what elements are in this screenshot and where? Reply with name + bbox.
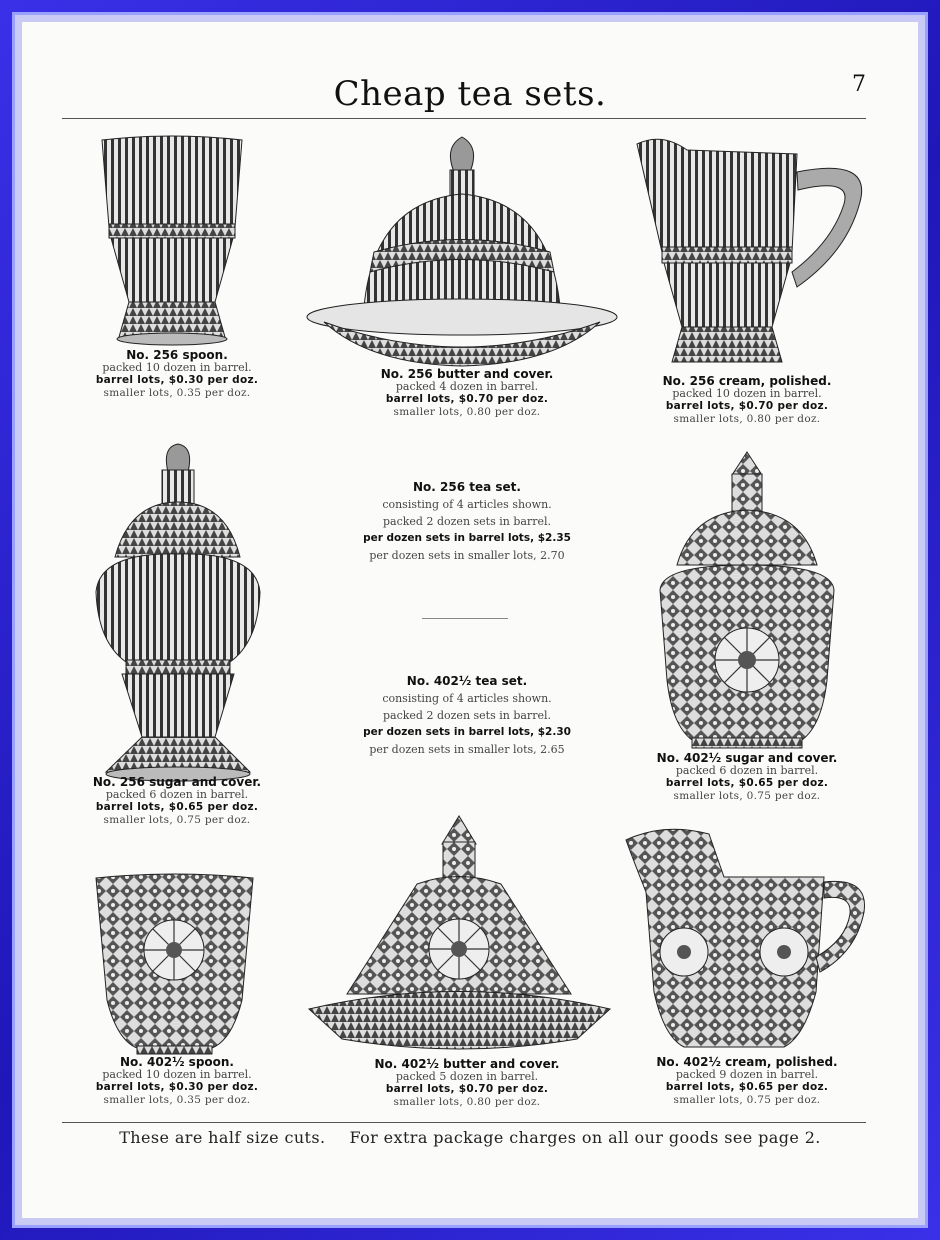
- header-rule: [62, 118, 866, 119]
- item-barrel-price: barrel lots, $0.30 per doz.: [95, 374, 259, 386]
- item-caption-256-spoon: [72, 349, 282, 399]
- page-footer: [22, 1128, 918, 1147]
- set-barrel-price: per dozen sets in barrel lots, $2.30: [363, 726, 571, 738]
- item-smaller-price: smaller lots, 0.75 per doz.: [103, 813, 251, 826]
- item-name: No. 256 spoon.: [126, 348, 228, 362]
- creamer-402-illustration: [624, 822, 869, 1052]
- spoon-holder-256-illustration: [97, 132, 247, 347]
- item-smaller-price: smaller lots, 0.75 per doz.: [673, 1093, 821, 1106]
- sugar-bowl-402-illustration: [652, 450, 842, 750]
- item-barrel-price: barrel lots, $0.65 per doz.: [95, 801, 259, 813]
- item-caption-256-cream: [642, 375, 852, 425]
- set-smaller-price: per dozen sets in smaller lots, 2.70: [369, 549, 565, 562]
- item-packing: packed 5 dozen in barrel.: [395, 1069, 539, 1083]
- item-name: No. 402½ sugar and cover.: [656, 751, 838, 765]
- item-name: No. 402½ spoon.: [120, 1055, 234, 1069]
- item-caption-402-butter: [362, 1058, 572, 1108]
- item-caption-402-spoon: [72, 1056, 282, 1106]
- catalog-page: [22, 22, 918, 1218]
- page-title: Cheap tea sets.: [333, 74, 607, 114]
- item-barrel-price: barrel lots, $0.70 per doz.: [385, 393, 549, 405]
- footer-rule: [62, 1122, 866, 1123]
- item-packing: packed 10 dozen in barrel.: [672, 386, 822, 400]
- butter-dish-402-illustration: [307, 814, 612, 1054]
- page-number: 7: [852, 72, 866, 97]
- set-contents: consisting of 4 articles shown.: [382, 692, 552, 705]
- item-packing: packed 4 dozen in barrel.: [395, 379, 539, 393]
- item-barrel-price: barrel lots, $0.65 per doz.: [665, 1081, 829, 1093]
- set-contents: consisting of 4 articles shown.: [382, 498, 552, 511]
- item-packing: packed 9 dozen in barrel.: [675, 1067, 819, 1081]
- item-name: No. 402½ butter and cover.: [374, 1057, 560, 1071]
- item-caption-256-sugar: [72, 776, 282, 826]
- item-name: No. 256 cream, polished.: [662, 374, 832, 388]
- item-barrel-price: barrel lots, $0.30 per doz.: [95, 1081, 259, 1093]
- set-packing: packed 2 dozen sets in barrel.: [383, 709, 551, 722]
- item-smaller-price: smaller lots, 0.80 per doz.: [393, 1095, 541, 1108]
- set-barrel-price: per dozen sets in barrel lots, $2.35: [363, 532, 571, 544]
- creamer-256-illustration: [632, 132, 872, 372]
- set-packing: packed 2 dozen sets in barrel.: [383, 515, 551, 528]
- sugar-bowl-256-illustration: [90, 442, 265, 792]
- item-name: No. 256 sugar and cover.: [92, 775, 262, 789]
- tea-set-256-description: [352, 479, 582, 564]
- butter-dish-256-illustration: [304, 132, 622, 370]
- tea-set-402-description: [352, 673, 582, 758]
- item-caption-402-sugar: [642, 752, 852, 802]
- item-barrel-price: barrel lots, $0.70 per doz.: [385, 1083, 549, 1095]
- item-smaller-price: smaller lots, 0.80 per doz.: [673, 412, 821, 425]
- item-smaller-price: smaller lots, 0.35 per doz.: [103, 1093, 251, 1106]
- item-packing: packed 6 dozen in barrel.: [105, 787, 249, 801]
- set-name: No. 402½ tea set.: [406, 674, 528, 688]
- item-packing: packed 6 dozen in barrel.: [675, 763, 819, 777]
- item-smaller-price: smaller lots, 0.75 per doz.: [673, 789, 821, 802]
- item-packing: packed 10 dozen in barrel.: [102, 360, 252, 374]
- item-smaller-price: smaller lots, 0.35 per doz.: [103, 386, 251, 399]
- section-divider: [422, 618, 508, 619]
- item-caption-256-butter: [362, 368, 572, 418]
- item-caption-402-cream: [642, 1056, 852, 1106]
- set-smaller-price: per dozen sets in smaller lots, 2.65: [369, 743, 565, 756]
- set-name: No. 256 tea set.: [413, 480, 521, 494]
- item-name: No. 402½ cream, polished.: [656, 1055, 838, 1069]
- item-name: No. 256 butter and cover.: [380, 367, 554, 381]
- item-barrel-price: barrel lots, $0.65 per doz.: [665, 777, 829, 789]
- item-barrel-price: barrel lots, $0.70 per doz.: [665, 400, 829, 412]
- footer-note-package-charges: For extra package charges on all our goods see page 2.: [349, 1128, 821, 1147]
- footer-note-half-size: These are half size cuts.: [119, 1128, 326, 1147]
- item-smaller-price: smaller lots, 0.80 per doz.: [393, 405, 541, 418]
- spoon-holder-402-illustration: [92, 870, 257, 1055]
- item-packing: packed 10 dozen in barrel.: [102, 1067, 252, 1081]
